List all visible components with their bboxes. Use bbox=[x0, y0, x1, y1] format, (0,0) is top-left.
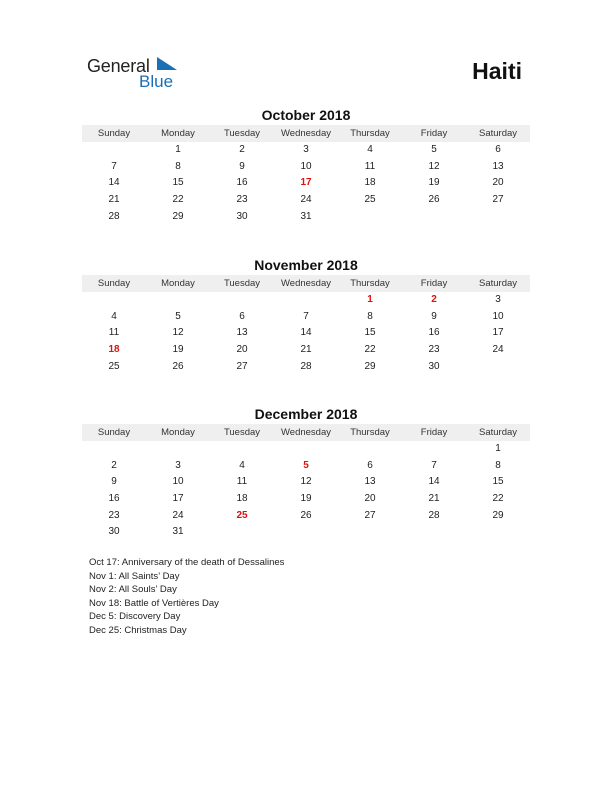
day-cell: 6 bbox=[495, 144, 501, 155]
day-cell: 8 bbox=[367, 310, 373, 322]
day-cell: 1 bbox=[175, 144, 181, 155]
week-row bbox=[82, 209, 530, 226]
day-cell bbox=[338, 441, 402, 458]
day-cell: 9 bbox=[111, 476, 117, 488]
holiday-entry: Dec 25: Christmas Day bbox=[89, 624, 187, 636]
day-cell bbox=[82, 142, 146, 159]
day-cell: 23 bbox=[428, 344, 440, 356]
week-row bbox=[82, 192, 530, 209]
week-row bbox=[82, 292, 530, 309]
weekday-header bbox=[82, 125, 530, 142]
day-cell: 22 bbox=[492, 493, 504, 505]
day-cell: 11 bbox=[364, 160, 376, 172]
logo-triangle-icon bbox=[155, 57, 177, 71]
day-cell: 31 bbox=[300, 210, 312, 222]
day-cell: 30 bbox=[108, 526, 120, 538]
weekday-label: Thursday bbox=[350, 278, 390, 289]
day-cell: 21 bbox=[428, 493, 440, 505]
weekday-header bbox=[82, 424, 530, 441]
day-cell: 16 bbox=[108, 493, 120, 505]
week-row bbox=[82, 159, 530, 176]
day-cell: 2 bbox=[239, 144, 245, 155]
weekday-label: Saturday bbox=[478, 427, 518, 438]
month-title: December 2018 bbox=[254, 406, 358, 422]
day-cell: 12 bbox=[300, 476, 312, 488]
day-cell bbox=[210, 292, 274, 309]
day-cell: 20 bbox=[492, 177, 504, 189]
holiday-entry: Nov 1: All Saints’ Day bbox=[89, 570, 180, 582]
day-cell: 8 bbox=[175, 160, 181, 172]
day-cell bbox=[146, 441, 210, 458]
day-cell: 10 bbox=[300, 160, 312, 172]
day-cell: 12 bbox=[428, 160, 440, 172]
day-cell: 24 bbox=[172, 509, 184, 521]
day-cell: 24 bbox=[492, 344, 504, 356]
weekday-label: Tuesday bbox=[223, 278, 261, 289]
weekday-label: Friday bbox=[420, 427, 448, 438]
day-cell bbox=[210, 524, 274, 541]
day-cell: 24 bbox=[300, 194, 312, 206]
day-cell: 7 bbox=[431, 459, 437, 471]
day-cell: 29 bbox=[364, 360, 376, 372]
day-cell bbox=[210, 441, 274, 458]
day-cell: 5 bbox=[431, 144, 437, 155]
day-cell bbox=[402, 524, 466, 541]
logo-word-general: General bbox=[87, 56, 150, 76]
day-cell: 4 bbox=[111, 310, 117, 322]
day-cell: 8 bbox=[495, 459, 501, 471]
weekday-label: Tuesday bbox=[223, 128, 261, 139]
day-cell: 9 bbox=[431, 310, 437, 322]
day-cell bbox=[274, 441, 338, 458]
day-cell bbox=[146, 292, 210, 309]
day-cell: 1 bbox=[495, 443, 501, 454]
day-cell: 25 bbox=[108, 360, 120, 372]
weekday-label: Thursday bbox=[350, 128, 390, 139]
day-cell: 26 bbox=[428, 194, 440, 206]
week-row bbox=[82, 175, 530, 192]
day-cell bbox=[466, 524, 530, 541]
week-row bbox=[82, 524, 530, 541]
day-cell: 5 bbox=[175, 310, 181, 322]
day-cell bbox=[402, 441, 466, 458]
day-cell: 19 bbox=[172, 344, 184, 356]
day-cell: 15 bbox=[492, 476, 504, 488]
day-cell: 31 bbox=[172, 526, 184, 538]
day-cell: 13 bbox=[364, 476, 376, 488]
weekday-label: Wednesday bbox=[281, 278, 331, 289]
month-october bbox=[82, 106, 530, 225]
day-cell-holiday: 18 bbox=[108, 344, 120, 356]
day-cell: 22 bbox=[172, 194, 184, 206]
day-cell: 13 bbox=[236, 327, 248, 339]
country-title: Haiti bbox=[472, 58, 522, 84]
day-cell bbox=[82, 292, 146, 309]
day-cell: 12 bbox=[172, 327, 184, 339]
day-cell: 14 bbox=[428, 476, 440, 488]
day-cell: 6 bbox=[239, 310, 245, 322]
day-cell: 29 bbox=[492, 509, 504, 521]
day-cell: 19 bbox=[300, 493, 312, 505]
day-cell-holiday: 25 bbox=[236, 509, 248, 521]
weekday-label: Sunday bbox=[97, 427, 131, 438]
day-cell-holiday: 1 bbox=[367, 294, 373, 305]
day-cell-holiday: 17 bbox=[300, 177, 312, 189]
weekday-label: Friday bbox=[420, 278, 448, 289]
day-cell: 26 bbox=[300, 509, 312, 521]
week-row bbox=[82, 142, 530, 159]
weekday-label: Friday bbox=[420, 128, 448, 139]
day-cell: 3 bbox=[175, 459, 181, 471]
day-cell: 9 bbox=[239, 160, 245, 172]
weekday-label: Monday bbox=[161, 128, 195, 139]
day-cell: 30 bbox=[428, 360, 440, 372]
day-cell bbox=[466, 209, 530, 226]
week-row bbox=[82, 491, 530, 508]
weekday-label: Wednesday bbox=[281, 128, 331, 139]
generalblue-logo bbox=[87, 54, 187, 92]
week-row bbox=[82, 508, 530, 525]
weekday-label: Saturday bbox=[478, 278, 518, 289]
day-cell: 2 bbox=[111, 459, 117, 471]
day-cell: 29 bbox=[172, 210, 184, 222]
day-cell bbox=[82, 441, 146, 458]
holiday-list bbox=[89, 556, 284, 637]
day-cell: 14 bbox=[300, 327, 312, 339]
day-cell: 28 bbox=[428, 509, 440, 521]
day-cell: 4 bbox=[367, 144, 373, 155]
day-cell bbox=[402, 209, 466, 226]
week-row bbox=[82, 325, 530, 342]
day-cell: 27 bbox=[236, 360, 248, 372]
month-title: October 2018 bbox=[261, 107, 351, 123]
day-cell: 3 bbox=[495, 294, 501, 305]
holiday-entry: Nov 2: All Souls’ Day bbox=[89, 584, 177, 595]
day-cell: 16 bbox=[236, 177, 248, 189]
weekday-label: Thursday bbox=[350, 427, 390, 438]
day-cell-holiday: 2 bbox=[431, 294, 437, 305]
week-row bbox=[82, 359, 530, 376]
day-cell bbox=[338, 209, 402, 226]
day-cell: 15 bbox=[172, 177, 184, 189]
day-cell: 26 bbox=[172, 360, 184, 372]
weekday-label: Monday bbox=[161, 278, 195, 289]
day-cell: 21 bbox=[108, 194, 120, 206]
weekday-label: Monday bbox=[161, 427, 195, 438]
day-cell: 19 bbox=[428, 177, 440, 189]
weekday-label: Sunday bbox=[97, 128, 131, 139]
weekday-label: Saturday bbox=[478, 128, 518, 139]
logo-word-blue: Blue bbox=[139, 72, 174, 91]
day-cell: 28 bbox=[300, 360, 312, 372]
day-cell: 13 bbox=[492, 160, 504, 172]
day-cell bbox=[466, 359, 530, 376]
weekday-header bbox=[82, 275, 530, 292]
day-cell: 30 bbox=[236, 210, 248, 222]
day-cell: 3 bbox=[303, 144, 309, 155]
day-cell: 6 bbox=[367, 459, 373, 471]
day-cell: 18 bbox=[236, 493, 248, 505]
day-cell: 16 bbox=[428, 327, 440, 339]
day-cell: 23 bbox=[236, 194, 248, 206]
day-cell: 20 bbox=[364, 493, 376, 505]
day-cell: 25 bbox=[364, 194, 376, 206]
day-cell: 28 bbox=[108, 210, 120, 222]
day-cell: 27 bbox=[492, 194, 504, 206]
month-december bbox=[82, 405, 530, 541]
week-row bbox=[82, 458, 530, 475]
month-november bbox=[82, 256, 530, 375]
day-cell: 15 bbox=[364, 327, 376, 339]
holiday-entry: Oct 17: Anniversary of the death of Dessalines bbox=[89, 557, 285, 568]
holiday-entry: Dec 5: Discovery Day bbox=[89, 611, 181, 622]
day-cell bbox=[338, 524, 402, 541]
day-cell: 7 bbox=[111, 160, 117, 172]
week-row bbox=[82, 441, 530, 458]
week-row bbox=[82, 474, 530, 491]
day-cell-holiday: 5 bbox=[303, 459, 309, 471]
weekday-label: Tuesday bbox=[223, 427, 261, 438]
day-cell: 23 bbox=[108, 509, 120, 521]
weekday-label: Sunday bbox=[97, 278, 131, 289]
week-row bbox=[82, 309, 530, 326]
month-title: November 2018 bbox=[254, 257, 358, 273]
holiday-entry: Nov 18: Battle of Vertières Day bbox=[89, 597, 219, 609]
day-cell: 20 bbox=[236, 344, 248, 356]
day-cell: 27 bbox=[364, 509, 376, 521]
day-cell: 10 bbox=[492, 310, 504, 322]
week-row bbox=[82, 342, 530, 359]
day-cell: 22 bbox=[364, 344, 376, 356]
day-cell: 7 bbox=[303, 310, 309, 322]
day-cell: 11 bbox=[108, 327, 120, 339]
day-cell: 18 bbox=[364, 177, 376, 189]
day-cell bbox=[274, 292, 338, 309]
weekday-label: Wednesday bbox=[281, 427, 331, 438]
day-cell: 14 bbox=[108, 177, 120, 189]
day-cell: 4 bbox=[239, 459, 245, 471]
day-cell: 21 bbox=[300, 344, 312, 356]
day-cell: 11 bbox=[236, 476, 248, 488]
day-cell: 10 bbox=[172, 476, 184, 488]
day-cell: 17 bbox=[172, 493, 184, 505]
day-cell bbox=[274, 524, 338, 541]
day-cell: 17 bbox=[492, 327, 504, 339]
